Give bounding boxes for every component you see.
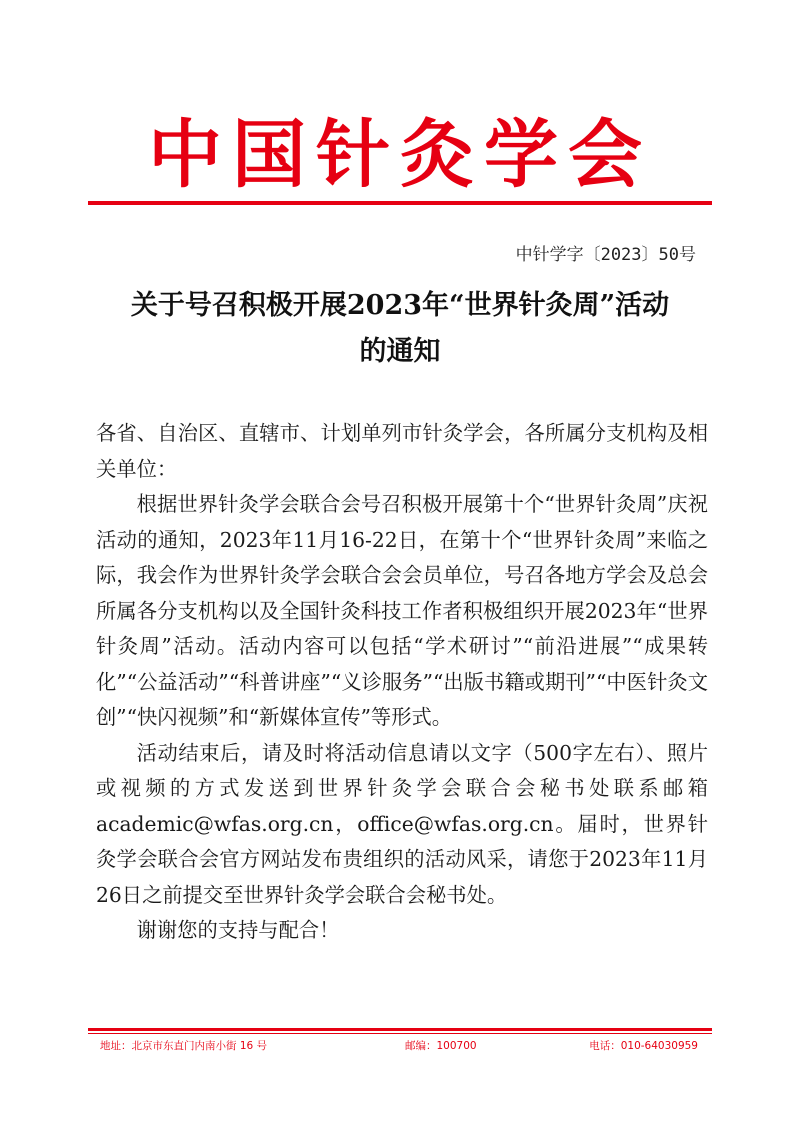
footer-rule-thin — [88, 1033, 712, 1034]
document-body — [96, 416, 708, 949]
footer-postal-code: 邮编：100700 — [405, 1040, 477, 1052]
organization-letterhead: 中国针灸学会 — [148, 112, 652, 198]
document-title-line-1: 关于号召积极开展2023年“世界针灸周”活动 — [130, 290, 670, 321]
document-number: 中针学字〔2023〕50号 — [515, 245, 696, 265]
letterhead-divider — [88, 201, 712, 205]
body-paragraph-2: 活动结束后，请及时将活动信息请以文字（500字左右）、照片或视频的方式发送到世界针灸学会联合会秘书处联系邮箱academic@wfas.org.cn，office@wfas.org.cn。届时，世界针灸学会联合会官方网站发布贵组织的活动风采，请您于2023年11月26日之前提交至世界针灸学会联合会秘书处。 — [96, 740, 708, 907]
footer-divider — [88, 1028, 712, 1034]
body-paragraph-1: 根据世界针灸学会联合会号召积极开展第十个“世界针灸周”庆祝活动的通知，2023年11月16-22日，在第十个“世界针灸周”来临之际，我会作为世界针灸学会联合会会员单位，号召各地方学会及总会所属各分支机构以及全国针灸科技工作者积极组织开展2023年“世界针灸周”活动。活动内容可以包括“学术研讨”“前沿进展”“成果转化”“公益活动”“科普讲座”“义诊服务”“出版书籍或期刊”“中医针灸文创”“快闪视频”和“新媒体宣传”等形式。 — [96, 492, 708, 729]
recipients-line: 各省、自治区、直辖市、计划单列市针灸学会，各所属分支机构及相关单位： — [96, 421, 708, 481]
document-title — [88, 283, 712, 375]
footer-phone: 电话：010-64030959 — [589, 1040, 698, 1052]
footer-rule-thick — [88, 1028, 712, 1031]
footer-address: 地址：北京市东直门内南小街 16 号 — [100, 1040, 268, 1052]
closing-line: 谢谢您的支持与配合！ — [136, 918, 340, 942]
document-title-line-2: 的通知 — [359, 336, 441, 367]
